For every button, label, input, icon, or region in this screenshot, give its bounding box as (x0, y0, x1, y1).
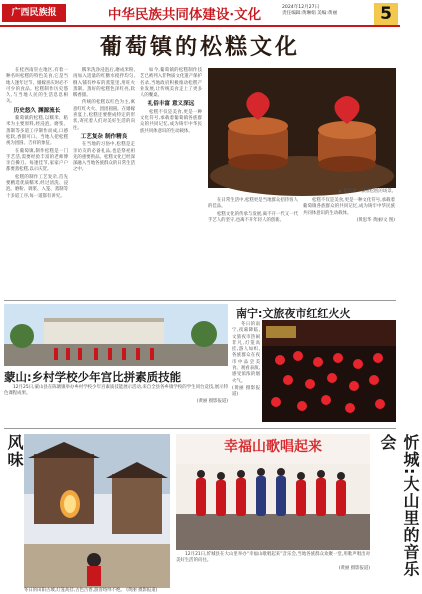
tianyang-title: 风味 (5, 434, 24, 468)
page-title: 中华民族共同体建设·文化 (107, 7, 262, 23)
xincheng-photo (176, 434, 370, 550)
mengshan-caption: (黄丽 摄影报道) (196, 398, 228, 404)
night-market-illustration (262, 320, 396, 422)
nanning-title: 南宁:文旅夜市红红火火 (236, 307, 351, 320)
mengshan-paragraph: 12月25日,蒙山县在陈塘镇举办乡村学校少年宫素质技能展示活动,来自全县各乡镇学校的学生同台竞技,展示特色课程成果。 (4, 385, 228, 397)
section-divider (4, 300, 396, 301)
feature-column-4 (208, 198, 298, 296)
xincheng-caption: (黄丽 摄影报道) (338, 565, 370, 571)
feature-paragraph: 葡萄镇的松糕,以糯米、粘米为主要原料,经浸泡、磨浆、蒸制等多道工序制作而成,口感松软,香甜可口。当地人把松糕视为团圆、吉祥的象征。 (6, 116, 68, 147)
xincheng-title: 忻城:大山里的音乐会 (378, 434, 420, 578)
feature-column-3 (140, 68, 202, 296)
tianyang-paragraph: 冬日的田阳古城,灯笼高挂,古色古香,游客络绎不绝。 (24, 588, 125, 593)
concert-banner: 幸福山歌唱起来 (224, 439, 322, 455)
issue-meta (282, 5, 370, 17)
ancient-town-illustration (24, 434, 170, 588)
feature-subhead: 历史悠久 渊源流长 (13, 107, 61, 114)
feature-paragraph: 传统的松糕以红色为主,寓意红红火火、团团圆圆。在婚嫁喜宴上,松糕还要摆成特定的形状,寄托着人们对美好生活的向往。 (73, 100, 135, 131)
tianyang-photo (24, 434, 170, 588)
nanning-paragraph: 冬日的南宁,夜幕降临,文旅夜市热闹非凡,灯笼高挂,游人如织,各族群众在夜市中品尝美食、观看表演,感受浓浓的烟火气。 (232, 322, 260, 384)
issue-editors: 责任编辑:黄琳娟 美编:黄丽 (282, 11, 338, 16)
feature-paragraph: 在当地的习俗中,松糕是走亲访友的必备礼品,也是祭祀祖先的重要供品。松糕文化已经深深融入当地各族群众的日常生活之中。 (73, 142, 135, 173)
feature-paragraph: 糯米洗净浸泡后,磨成米粉,再加入适量的红糖水搅拌均匀,倒入铺有纱布的蒸笼里,用旺火蒸制。蒸好的松糕色泽红亮,软糯香甜。 (73, 68, 135, 99)
feature-subhead: 礼俗丰富 意义深远 (147, 101, 195, 108)
feature-paragraph: 如今,葡萄镇的松糕制作技艺已被列入非物质文化遗产保护名录,当地政府积极推动松糕产业发展,让传统美食走上了更多人的餐桌。 (140, 68, 202, 99)
xincheng-body (176, 552, 370, 590)
feature-byline: (黄思华 黄丽/文 图) (356, 217, 395, 223)
section-divider (4, 428, 396, 429)
feature-subhead: 工艺复杂 制作精良 (80, 133, 128, 140)
feature-paragraph: 在葡萄镇,制作松糕是一门手艺活,需要经验丰富的老师傅亲自操刀。每逢佳节,家家户户都要蒸松糕,以示庆贺。 (6, 148, 68, 173)
mengshan-photo (4, 304, 228, 366)
feature-column-5 (303, 198, 395, 296)
photo-caption: ▲ 葡萄镇一家蒸松糕的场景。 (338, 189, 396, 194)
songgao-illustration (208, 68, 396, 188)
tianyang-body (24, 588, 170, 592)
feature-paragraph: 松糕文化的传承与发展,离不开一代又一代手艺人的坚守,也离不开年轻人的创新。 (208, 211, 298, 223)
nanning-photo (262, 320, 396, 422)
nanning-body (232, 322, 260, 422)
feature-paragraph: 松糕不仅是美食,更是一种文化符号,承载着葡萄镇各族群众的共同记忆,成为铸牢中华民族共同体意识的生动载体。 (303, 198, 395, 216)
feature-paragraph: 松糕不仅是美食,更是一种文化符号,承载着葡萄镇各族群众的共同记忆,成为铸牢中华民族共同体意识的生动载体。 (140, 109, 202, 134)
school-illustration (4, 304, 228, 366)
feature-paragraph: 在桂西南崇左地区,有着一种名叫松糕的特色美食,它是当地人逢年过节、婚嫁喜庆时必不可少的食品。松糕制作历史悠久,与当地人民的生活息息相关。 (6, 68, 68, 105)
feature-paragraph: 在日常生活中,松糕更是当地群众招待客人的佳品。 (208, 198, 298, 210)
feature-column-1 (6, 68, 68, 296)
xincheng-paragraph: 12月21日,忻城县在大山里举办“幸福山歌唱起来”音乐会,当地各族群众欢聚一堂,用歌声唱出对美好生活的向往。 (176, 552, 370, 564)
section-tag: 广西民族报 (2, 4, 66, 22)
issue-date: 2024年12月27日 (282, 5, 320, 10)
mengshan-body (4, 385, 228, 425)
nanning-caption: (黄丽 摄影报道) (232, 385, 260, 398)
feature-headline: 葡萄镇的松糕文化 (99, 34, 300, 60)
masthead-rule (0, 25, 400, 27)
feature-column-2 (73, 68, 135, 296)
songgao-photo (208, 68, 396, 188)
mengshan-title: 蒙山:乡村学校少年宫比拼素质技能 (4, 370, 182, 384)
page-number: 5 (374, 3, 398, 25)
feature-paragraph: 松糕的制作工艺复杂,首先要精选优质糯米,经过清洗、浸泡、磨粉、调浆、入笼、蒸制等十多道工序,每一道都有讲究。 (6, 174, 68, 199)
tianyang-caption: (黄丽 摄影报道) (126, 588, 158, 593)
